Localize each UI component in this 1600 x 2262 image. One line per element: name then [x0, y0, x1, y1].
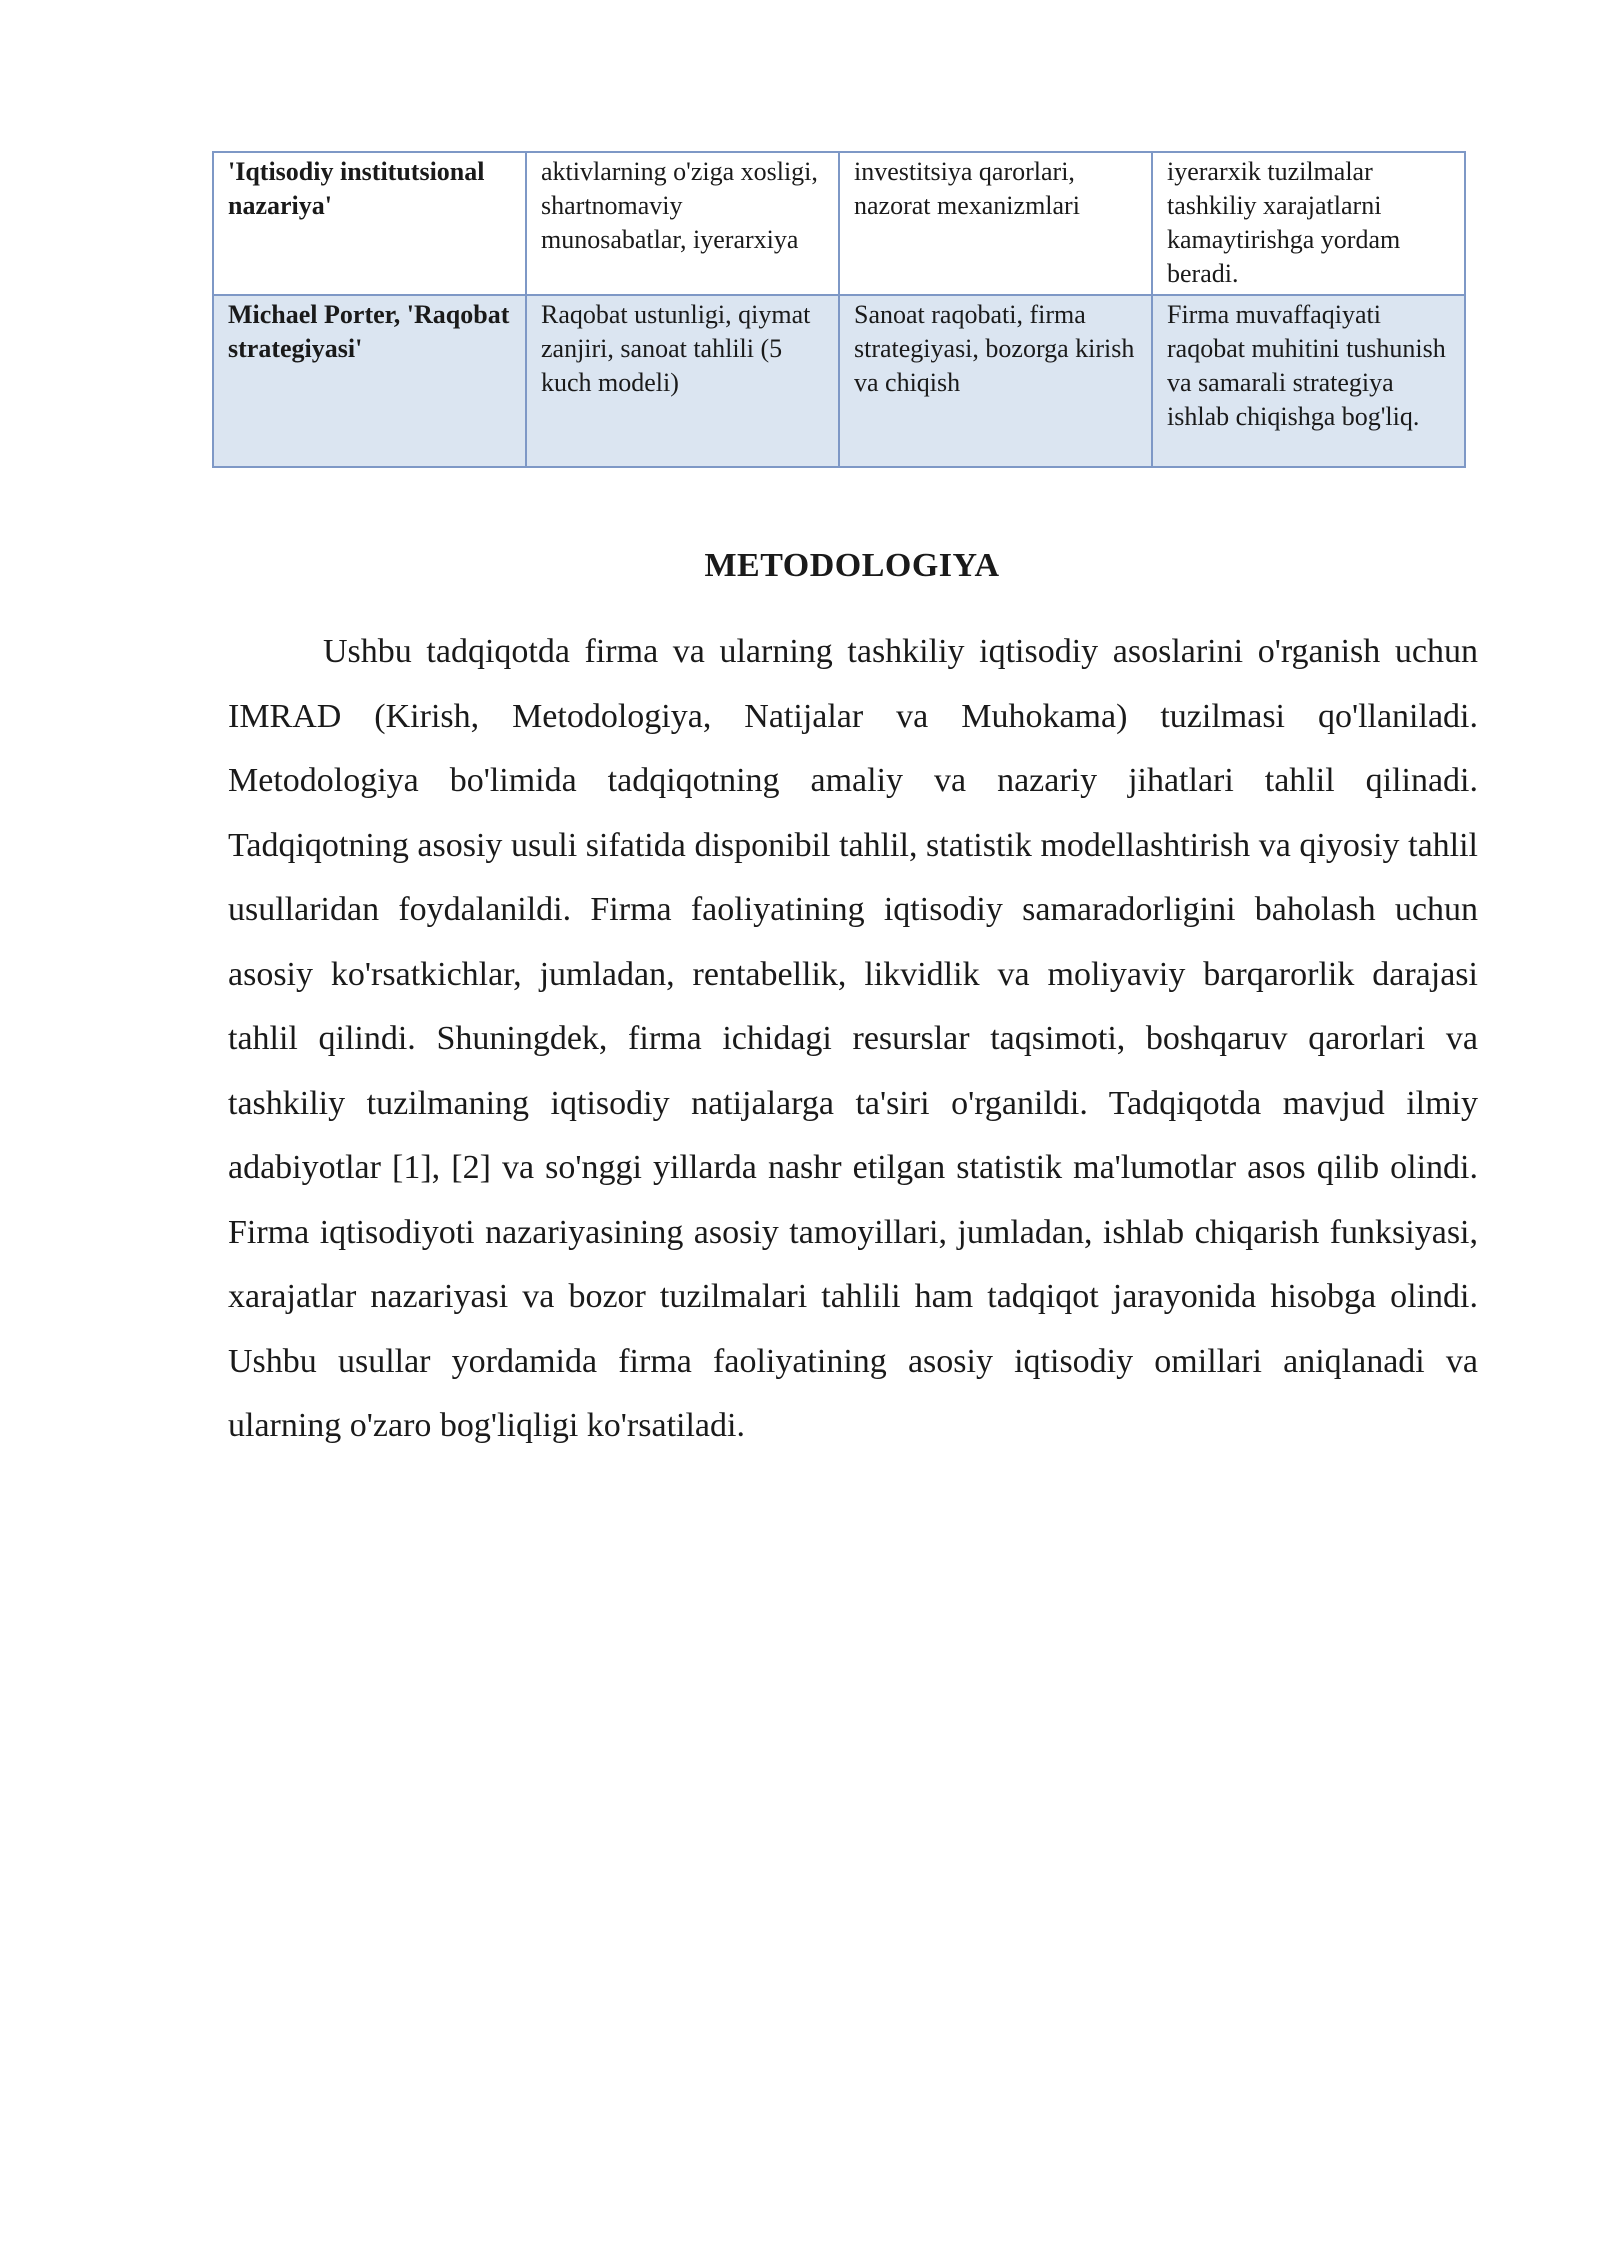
theory-comparison-table [212, 151, 1466, 468]
table-row [213, 152, 1465, 295]
methodology-paragraph: Ushbu tadqiqotda firma va ularning tashkiliy iqtisodiy asoslarini o'rganish uchun IMRAD (Kirish, Metodologiya, Natijalar va Muhokama) tuzilmasi qo'llaniladi. Metodologiya bo'limida tadqiqotning amaliy va nazariy jihatlari tahlil qilinadi. Tadqiqotning asosiy usuli sifatida disponibil tahlil, statistik modellashtirish va qiyosiy tahlil usullaridan foydalanildi. Firma faoliyatining iqtisodiy samaradorligini baholash uchun asosiy ko'rsatkichlar, jumladan, rentabellik, likvidlik va moliyaviy barqarorlik darajasi tahlil qilindi. Shuningdek, firma ichidagi resurslar taqsimoti, boshqaruv qarorlari va tashkiliy tuzilmaning iqtisodiy natijalarga ta'siri o'rganildi. Tadqiqotda mavjud ilmiy adabiyotlar [1], [2] va so'nggi yillarda nashr etilgan statistik ma'lumotlar asos qilib olindi. Firma iqtisodiyoti nazariyasining asosiy tamoyillari, jumladan, ishlab chiqarish funksiyasi, xarajatlar nazariyasi va bozor tuzilmalari tahlili ham tadqiqot jarayonida hisobga olindi. Ushbu usullar yordamida firma faoliyatining asosiy iqtisodiy omillari aniqlanadi va ularning o'zaro bog'liqligi ko'rsatiladi. [228, 633, 1478, 1444]
table-cell-conclusion: iyerarxik tuzilmalar tashkiliy xarajatlarni kamaytirishga yordam beradi. [1152, 152, 1465, 295]
table-cell-concepts: Raqobat ustunligi, qiymat zanjiri, sanoat tahlili (5 kuch modeli) [526, 295, 839, 467]
table-cell-conclusion: Firma muvaffaqiyati raqobat muhitini tushunish va samarali strategiya ishlab chiqishga bog'liq. [1152, 295, 1465, 467]
table-row [213, 295, 1465, 467]
table-cell-application: Sanoat raqobati, firma strategiyasi, bozorga kirish va chiqish [839, 295, 1152, 467]
table-cell-author: Michael Porter, 'Raqobat strategiyasi' [213, 295, 526, 467]
table-cell-author: 'Iqtisodiy institutsional nazariya' [213, 152, 526, 295]
table-cell-application: investitsiya qarorlari, nazorat mexanizmlari [839, 152, 1152, 295]
table-cell-concepts: aktivlarning o'ziga xosligi, shartnomaviy munosabatlar, iyerarxiya [526, 152, 839, 295]
section-heading: METODOLOGIYA [704, 547, 1000, 584]
